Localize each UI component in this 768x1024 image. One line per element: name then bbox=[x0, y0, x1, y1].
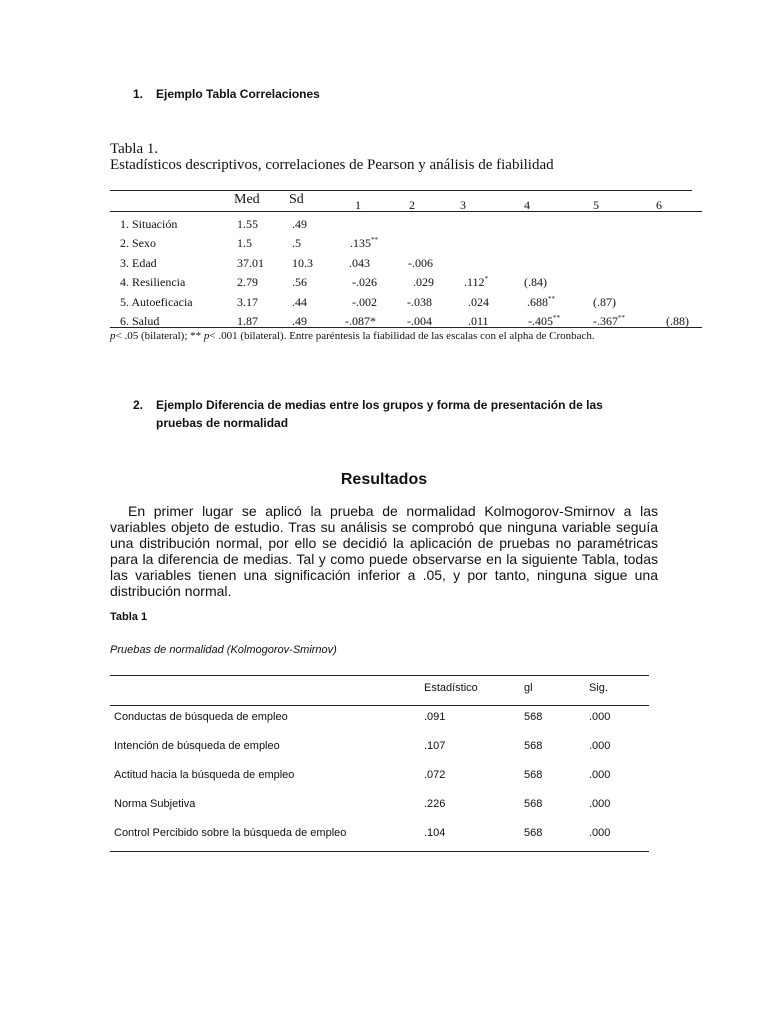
table-1-label: Tabla 1. bbox=[110, 141, 159, 157]
results-paragraph: En primer lugar se aplicó la prueba de normalidad Kolmogorov-Smirnov a las variables objeto de estudio. Tras su análisis se comprobó que ninguna variable seguía una distribución normal, por ello se decidió la aplicación de pruebas no paramétricas para la diferencia de medias. Tal y como puede observarse en la siguiente Tabla, todas las variables tienen una significación inferior a .05, y por tanto, ninguna sigue una distribución normal. bbox=[110, 503, 658, 599]
table-1-cell-2: -.006 bbox=[408, 256, 433, 270]
table-1-header-4: 4 bbox=[524, 198, 530, 212]
table-1-cell-med: 1.5 bbox=[237, 236, 252, 250]
table-1-cell-2: .029 bbox=[413, 275, 434, 289]
table-1-cell-4: -.405** bbox=[528, 314, 560, 328]
table-2-row-name: Norma Subjetiva bbox=[114, 798, 196, 810]
table-2-row-name: Conductas de búsqueda de empleo bbox=[114, 711, 288, 723]
section-1-title: Ejemplo Tabla Correlaciones bbox=[156, 87, 320, 101]
table-1-cell-5: -.367** bbox=[593, 314, 625, 328]
section-2-title-line-1: Ejemplo Diferencia de medias entre los grupos y forma de presentación de las bbox=[156, 398, 603, 412]
table-1-row-name: 6. Salud bbox=[120, 314, 160, 328]
table-2-cell-gl: 568 bbox=[524, 769, 543, 781]
table-1-top-rule bbox=[110, 190, 692, 191]
table-1-row-name: 5. Autoeficacia bbox=[120, 295, 193, 309]
table-1-cell-4: .688** bbox=[527, 295, 555, 309]
table-1-header-2: 2 bbox=[409, 198, 415, 212]
table-1-cell-1: -.026 bbox=[352, 275, 377, 289]
table-1-header-rule bbox=[110, 211, 702, 212]
table-1-cell-3: .112* bbox=[464, 275, 489, 289]
section-2-title-line-2: pruebas de normalidad bbox=[156, 416, 289, 430]
table-1-header-5: 5 bbox=[593, 198, 599, 212]
table-1-caption: Estadísticos descriptivos, correlaciones de Pearson y análisis de fiabilidad bbox=[110, 157, 554, 173]
table-2-cell-sig: .000 bbox=[589, 769, 611, 781]
table-1-cell-2: -.004 bbox=[407, 314, 432, 328]
table-2-cell-sig: .000 bbox=[589, 827, 611, 839]
table-1-cell-2: -.038 bbox=[407, 295, 432, 309]
table-1-cell-med: 1.55 bbox=[237, 217, 258, 231]
table-1-cell-1: .135** bbox=[350, 236, 378, 250]
table-2-header-gl: gl bbox=[524, 682, 533, 694]
table-1-header-med: Med bbox=[234, 192, 260, 207]
table-1-cell-sd: 10.3 bbox=[292, 256, 313, 270]
table-2-caption: Pruebas de normalidad (Kolmogorov-Smirnov) bbox=[110, 644, 337, 656]
table-2-cell-sig: .000 bbox=[589, 740, 611, 752]
table-2-row-name: Actitud hacia la búsqueda de empleo bbox=[114, 769, 295, 781]
table-1-cell-med: 1.87 bbox=[237, 314, 258, 328]
table-2-cell-stat: .091 bbox=[424, 711, 446, 723]
table-1-cell-sd: .49 bbox=[292, 217, 307, 231]
table-2-cell-stat: .072 bbox=[424, 769, 446, 781]
table-1-cell-med: 3.17 bbox=[237, 295, 258, 309]
table-1-cell-1: -.087* bbox=[345, 314, 376, 328]
table-1-row-name: 1. Situación bbox=[120, 217, 178, 231]
table-1-cell-3: .024 bbox=[468, 295, 489, 309]
table-1-cell-6: (.88) bbox=[666, 314, 689, 328]
table-2-cell-gl: 568 bbox=[524, 827, 543, 839]
table-1-note: p< .05 (bilateral); ** p< .001 (bilateral). Entre paréntesis la fiabilidad de las escalas con el alpha de Cronbach. bbox=[110, 330, 595, 342]
table-1-header-1: 1 bbox=[355, 198, 361, 212]
table-1-cell-med: 37.01 bbox=[237, 256, 264, 270]
table-2-header-estadistico: Estadístico bbox=[424, 682, 478, 694]
table-2-cell-gl: 568 bbox=[524, 740, 543, 752]
section-1-number: 1. bbox=[133, 87, 144, 101]
table-1-row-name: 3. Edad bbox=[120, 256, 157, 270]
table-1-cell-med: 2.79 bbox=[237, 275, 258, 289]
table-2-bottom-rule bbox=[110, 851, 649, 852]
table-2-cell-stat: .226 bbox=[424, 798, 446, 810]
table-1-cell-3: .011 bbox=[468, 314, 489, 328]
table-2-row-name: Control Percibido sobre la búsqueda de empleo bbox=[114, 827, 347, 839]
table-2-cell-stat: .104 bbox=[424, 827, 446, 839]
table-1-header-6: 6 bbox=[656, 198, 662, 212]
table-1-cell-sd: .56 bbox=[292, 275, 307, 289]
table-1-cell-4: (.84) bbox=[524, 275, 547, 289]
table-1-cell-sd: .49 bbox=[292, 314, 307, 328]
section-2-number: 2. bbox=[133, 398, 144, 412]
table-2-row-name: Intención de búsqueda de empleo bbox=[114, 740, 280, 752]
table-1-cell-1: -.002 bbox=[352, 295, 377, 309]
table-1-row-name: 2. Sexo bbox=[120, 236, 156, 250]
table-1-cell-sd: .44 bbox=[292, 295, 307, 309]
table-2-header-sig: Sig. bbox=[589, 682, 608, 694]
table-1-cell-sd: .5 bbox=[292, 236, 301, 250]
table-2-cell-sig: .000 bbox=[589, 798, 611, 810]
table-2-cell-sig: .000 bbox=[589, 711, 611, 723]
table-2-label: Tabla 1 bbox=[110, 611, 148, 623]
table-1-cell-1: .043 bbox=[349, 256, 370, 270]
table-1-cell-5: (.87) bbox=[593, 295, 616, 309]
results-heading: Resultados bbox=[340, 471, 428, 488]
table-2-top-rule bbox=[110, 675, 649, 676]
table-2-cell-gl: 568 bbox=[524, 798, 543, 810]
table-1-row-name: 4. Resiliencia bbox=[120, 275, 186, 289]
table-2-cell-stat: .107 bbox=[424, 740, 446, 752]
table-1-header-sd: Sd bbox=[289, 192, 304, 207]
table-1-header-3: 3 bbox=[460, 198, 466, 212]
table-2-header-rule bbox=[110, 705, 649, 706]
table-2-cell-gl: 568 bbox=[524, 711, 543, 723]
